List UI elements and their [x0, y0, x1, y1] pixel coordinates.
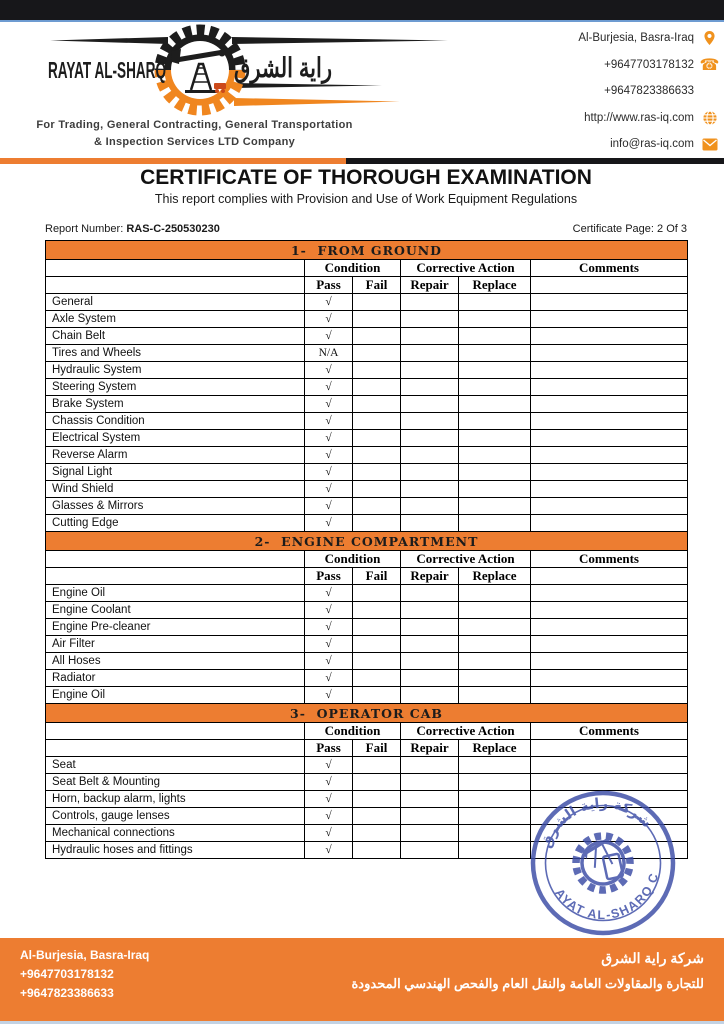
condition-header: Condition [305, 260, 401, 277]
contact-icon-slot [701, 83, 718, 100]
contact-row [488, 25, 718, 52]
replace-cell [459, 294, 531, 311]
row-item-label: Chassis Condition [46, 413, 305, 430]
footer-contact [20, 946, 149, 1004]
pass-cell: √ [305, 619, 353, 636]
repair-cell [401, 687, 459, 704]
repair-header: Repair [401, 277, 459, 294]
pass-cell: √ [305, 464, 353, 481]
contact-row [488, 131, 718, 158]
row-item-label: Mechanical connections [46, 825, 305, 842]
comments-cell [531, 481, 688, 498]
repair-cell [401, 585, 459, 602]
replace-cell [459, 464, 531, 481]
section-title: 1- FROM GROUND [46, 241, 688, 260]
fail-cell [353, 636, 401, 653]
comments-header: Comments [531, 551, 688, 568]
replace-cell [459, 825, 531, 842]
replace-cell [459, 791, 531, 808]
corrective-action-header: Corrective Action [401, 260, 531, 277]
fail-cell [353, 774, 401, 791]
page-title: CERTIFICATE OF THOROUGH EXAMINATION [140, 166, 592, 189]
replace-cell [459, 447, 531, 464]
repair-cell [401, 328, 459, 345]
pass-cell: √ [305, 498, 353, 515]
sub-header-row [46, 568, 688, 585]
row-item-label: Hydraulic hoses and fittings [46, 842, 305, 859]
replace-cell [459, 413, 531, 430]
replace-cell [459, 757, 531, 774]
pass-cell: √ [305, 328, 353, 345]
logo-wing-top-right [232, 37, 448, 44]
pass-cell: √ [305, 757, 353, 774]
fail-cell [353, 602, 401, 619]
row-item-label: Engine Pre-cleaner [46, 619, 305, 636]
comments-header: Comments [531, 260, 688, 277]
replace-cell [459, 498, 531, 515]
item-col-subheader [46, 740, 305, 757]
item-col-header [46, 723, 305, 740]
pass-cell: √ [305, 515, 353, 532]
pass-cell: √ [305, 362, 353, 379]
fail-cell [353, 619, 401, 636]
row-item-label: Horn, backup alarm, lights [46, 791, 305, 808]
logo-wing-top-left [50, 37, 168, 44]
footer-phone1: +9647703178132 [20, 967, 114, 982]
tagline-line1: For Trading, General Contracting, General Transportation [36, 119, 353, 131]
repair-cell [401, 825, 459, 842]
fail-cell [353, 842, 401, 859]
replace-cell [459, 808, 531, 825]
location-pin-icon [702, 30, 717, 46]
row-item-label: Cutting Edge [46, 515, 305, 532]
replace-cell [459, 362, 531, 379]
pass-cell: √ [305, 653, 353, 670]
fail-cell [353, 670, 401, 687]
row-item-label: Reverse Alarm [46, 447, 305, 464]
fail-cell [353, 791, 401, 808]
fail-cell [353, 653, 401, 670]
repair-cell [401, 619, 459, 636]
footer-description-ar: للتجارة والمقاولات العامة والنقل العام والفحص الهندسي المحدودة [351, 976, 704, 991]
globe-icon [702, 110, 718, 126]
contact-row [488, 105, 718, 132]
report-number-value: RAS-C-250530230 [126, 223, 220, 235]
comments-subheader [531, 277, 688, 294]
table-row [46, 585, 688, 602]
table-row [46, 413, 688, 430]
contact-icon-slot [701, 136, 718, 153]
pass-cell: √ [305, 774, 353, 791]
fail-cell [353, 379, 401, 396]
fail-cell [353, 515, 401, 532]
repair-cell [401, 842, 459, 859]
pass-cell: √ [305, 791, 353, 808]
phone-icon: ☎ [699, 54, 720, 74]
pass-cell: √ [305, 396, 353, 413]
replace-cell [459, 585, 531, 602]
replace-cell [459, 842, 531, 859]
repair-cell [401, 670, 459, 687]
table-row [46, 602, 688, 619]
fail-cell [353, 447, 401, 464]
corrective-action-header: Corrective Action [401, 551, 531, 568]
table-row [46, 345, 688, 362]
section-header-row [46, 241, 688, 260]
replace-cell [459, 515, 531, 532]
comments-cell [531, 602, 688, 619]
contact-icon-slot [701, 109, 718, 126]
inspection-table-wrap [45, 240, 688, 859]
fail-cell [353, 413, 401, 430]
table-row [46, 636, 688, 653]
logo-line-right [234, 83, 382, 88]
row-item-label: Chain Belt [46, 328, 305, 345]
pass-cell: N/A [305, 345, 353, 362]
pass-cell: √ [305, 481, 353, 498]
pass-cell: √ [305, 447, 353, 464]
table-row [46, 447, 688, 464]
pass-header: Pass [305, 568, 353, 585]
table-row [46, 311, 688, 328]
fail-cell [353, 808, 401, 825]
fail-cell [353, 430, 401, 447]
row-item-label: Air Filter [46, 636, 305, 653]
footer-address: Al-Burjesia, Basra-Iraq [20, 948, 150, 962]
comments-cell [531, 328, 688, 345]
replace-header: Replace [459, 568, 531, 585]
section-title: 3- OPERATOR CAB [46, 704, 688, 723]
pass-cell: √ [305, 636, 353, 653]
replace-cell [459, 345, 531, 362]
table-row [46, 362, 688, 379]
pass-cell: √ [305, 687, 353, 704]
row-item-label: Engine Coolant [46, 602, 305, 619]
table-row [46, 430, 688, 447]
header-contact-block [488, 25, 718, 158]
replace-cell [459, 311, 531, 328]
table-row [46, 396, 688, 413]
fail-cell [353, 294, 401, 311]
report-number [45, 223, 220, 235]
contact-icon-slot [701, 30, 718, 47]
condition-header: Condition [305, 551, 401, 568]
repair-cell [401, 311, 459, 328]
table-row [46, 757, 688, 774]
item-col-header [46, 260, 305, 277]
row-item-label: Steering System [46, 379, 305, 396]
fail-cell [353, 585, 401, 602]
fail-header: Fail [353, 568, 401, 585]
repair-cell [401, 447, 459, 464]
repair-cell [401, 481, 459, 498]
replace-cell [459, 602, 531, 619]
replace-cell [459, 670, 531, 687]
row-item-label: Signal Light [46, 464, 305, 481]
envelope-icon [702, 138, 718, 151]
repair-header: Repair [401, 740, 459, 757]
repair-cell [401, 602, 459, 619]
logo-wing-orange [234, 98, 400, 106]
contact-text: +9647703178132 [604, 58, 694, 71]
fail-cell [353, 481, 401, 498]
replace-cell [459, 481, 531, 498]
fail-cell [353, 345, 401, 362]
row-item-label: Engine Oil [46, 585, 305, 602]
repair-cell [401, 515, 459, 532]
pass-cell: √ [305, 602, 353, 619]
header-divider [0, 158, 724, 164]
pass-header: Pass [305, 277, 353, 294]
contact-text: http://www.ras-iq.com [584, 111, 694, 124]
repair-cell [401, 774, 459, 791]
item-col-header [46, 551, 305, 568]
row-item-label: General [46, 294, 305, 311]
footer-company-ar: شركة راية الشرق [601, 950, 704, 966]
certificate-page-indicator [573, 223, 687, 235]
repair-cell [401, 653, 459, 670]
fail-cell [353, 362, 401, 379]
item-col-subheader [46, 568, 305, 585]
comments-cell [531, 515, 688, 532]
row-item-label: Controls, gauge lenses [46, 808, 305, 825]
fail-cell [353, 328, 401, 345]
repair-cell [401, 396, 459, 413]
footer-phone2: +9647823386633 [20, 986, 114, 1001]
comments-cell [531, 447, 688, 464]
repair-cell [401, 498, 459, 515]
replace-cell [459, 430, 531, 447]
pass-cell: √ [305, 585, 353, 602]
inspection-table [45, 240, 688, 859]
comments-header: Comments [531, 723, 688, 740]
item-col-subheader [46, 277, 305, 294]
company-logo [28, 24, 464, 120]
certificate-page-label: Certificate Page: [572, 223, 654, 235]
fail-cell [353, 757, 401, 774]
replace-cell [459, 653, 531, 670]
table-row [46, 687, 688, 704]
comments-subheader [531, 740, 688, 757]
row-item-label: Hydraulic System [46, 362, 305, 379]
pass-cell: √ [305, 294, 353, 311]
repair-cell [401, 757, 459, 774]
pass-cell: √ [305, 842, 353, 859]
comments-cell [531, 757, 688, 774]
comments-cell [531, 636, 688, 653]
row-item-label: Engine Oil [46, 687, 305, 704]
top-black-bar [0, 0, 724, 22]
fail-cell [353, 498, 401, 515]
group-header-row [46, 260, 688, 277]
divider-orange-segment [0, 158, 346, 164]
contact-text: +9647823386633 [604, 85, 694, 98]
repair-cell [401, 636, 459, 653]
contact-row [488, 52, 718, 79]
stamp-arabic-text: شركة راية الشرق [538, 795, 655, 851]
condition-header: Condition [305, 723, 401, 740]
row-item-label: Axle System [46, 311, 305, 328]
comments-cell [531, 345, 688, 362]
company-stamp [528, 788, 678, 938]
repair-cell [401, 791, 459, 808]
stamp-english-text: RAYAT AL-SHARQ Co. [552, 851, 662, 923]
replace-cell [459, 636, 531, 653]
comments-cell [531, 464, 688, 481]
fail-header: Fail [353, 277, 401, 294]
comments-cell [531, 670, 688, 687]
certificate-page-value: 2 Of 3 [657, 223, 687, 235]
sub-header-row [46, 277, 688, 294]
section-header-row [46, 704, 688, 723]
comments-cell [531, 585, 688, 602]
comments-cell [531, 653, 688, 670]
repair-cell [401, 345, 459, 362]
comments-cell [531, 413, 688, 430]
group-header-row [46, 551, 688, 568]
row-item-label: Radiator [46, 670, 305, 687]
replace-header: Replace [459, 740, 531, 757]
contact-text: Al-Burjesia, Basra-Iraq [578, 32, 694, 45]
repair-header: Repair [401, 568, 459, 585]
comments-cell [531, 311, 688, 328]
replace-cell [459, 619, 531, 636]
replace-cell [459, 687, 531, 704]
repair-cell [401, 464, 459, 481]
comments-cell [531, 396, 688, 413]
contact-text: info@ras-iq.com [610, 138, 694, 151]
row-item-label: Glasses & Mirrors [46, 498, 305, 515]
comments-subheader [531, 568, 688, 585]
row-item-label: All Hoses [46, 653, 305, 670]
footer-arabic [352, 950, 705, 992]
repair-cell [401, 413, 459, 430]
pass-cell: √ [305, 808, 353, 825]
contact-icon-slot [701, 56, 718, 73]
replace-header: Replace [459, 277, 531, 294]
corrective-action-header: Corrective Action [401, 723, 531, 740]
report-meta-line [45, 223, 687, 235]
comments-cell [531, 430, 688, 447]
comments-cell [531, 379, 688, 396]
pass-cell: √ [305, 670, 353, 687]
comments-cell [531, 362, 688, 379]
table-row [46, 653, 688, 670]
row-item-label: Wind Shield [46, 481, 305, 498]
company-tagline [22, 117, 367, 150]
pass-cell: √ [305, 311, 353, 328]
section-title: 2- ENGINE COMPARTMENT [46, 532, 688, 551]
table-row [46, 481, 688, 498]
company-name-ar: راية الشرق [234, 53, 360, 83]
tagline-line2: & Inspection Services LTD Company [93, 135, 296, 148]
page-subtitle: This report complies with Provision and Use of Work Equipment Regulations [154, 192, 578, 206]
repair-cell [401, 294, 459, 311]
table-row [46, 328, 688, 345]
table-row [46, 619, 688, 636]
fail-cell [353, 311, 401, 328]
divider-black-segment [346, 158, 724, 164]
company-name-en: RAYAT AL-SHARQ [48, 57, 166, 83]
row-item-label: Seat [46, 757, 305, 774]
pass-cell: √ [305, 430, 353, 447]
section-header-row [46, 532, 688, 551]
replace-cell [459, 379, 531, 396]
repair-cell [401, 379, 459, 396]
table-row [46, 670, 688, 687]
group-header-row [46, 723, 688, 740]
fail-cell [353, 464, 401, 481]
pass-cell: √ [305, 379, 353, 396]
pass-cell: √ [305, 825, 353, 842]
contact-row [488, 78, 718, 105]
fail-cell [353, 687, 401, 704]
comments-cell [531, 294, 688, 311]
repair-cell [401, 430, 459, 447]
fail-header: Fail [353, 740, 401, 757]
table-row [46, 379, 688, 396]
fail-cell [353, 396, 401, 413]
repair-cell [401, 362, 459, 379]
fail-cell [353, 825, 401, 842]
comments-cell [531, 619, 688, 636]
sub-header-row [46, 740, 688, 757]
comments-cell [531, 687, 688, 704]
table-row [46, 464, 688, 481]
row-item-label: Tires and Wheels [46, 345, 305, 362]
page-footer [0, 938, 724, 1024]
repair-cell [401, 808, 459, 825]
table-row [46, 294, 688, 311]
table-row [46, 498, 688, 515]
row-item-label: Seat Belt & Mounting [46, 774, 305, 791]
row-item-label: Brake System [46, 396, 305, 413]
comments-cell [531, 498, 688, 515]
replace-cell [459, 396, 531, 413]
report-number-label: Report Number: [45, 223, 124, 235]
table-row [46, 515, 688, 532]
pass-cell: √ [305, 413, 353, 430]
row-item-label: Electrical System [46, 430, 305, 447]
pass-header: Pass [305, 740, 353, 757]
replace-cell [459, 774, 531, 791]
replace-cell [459, 328, 531, 345]
